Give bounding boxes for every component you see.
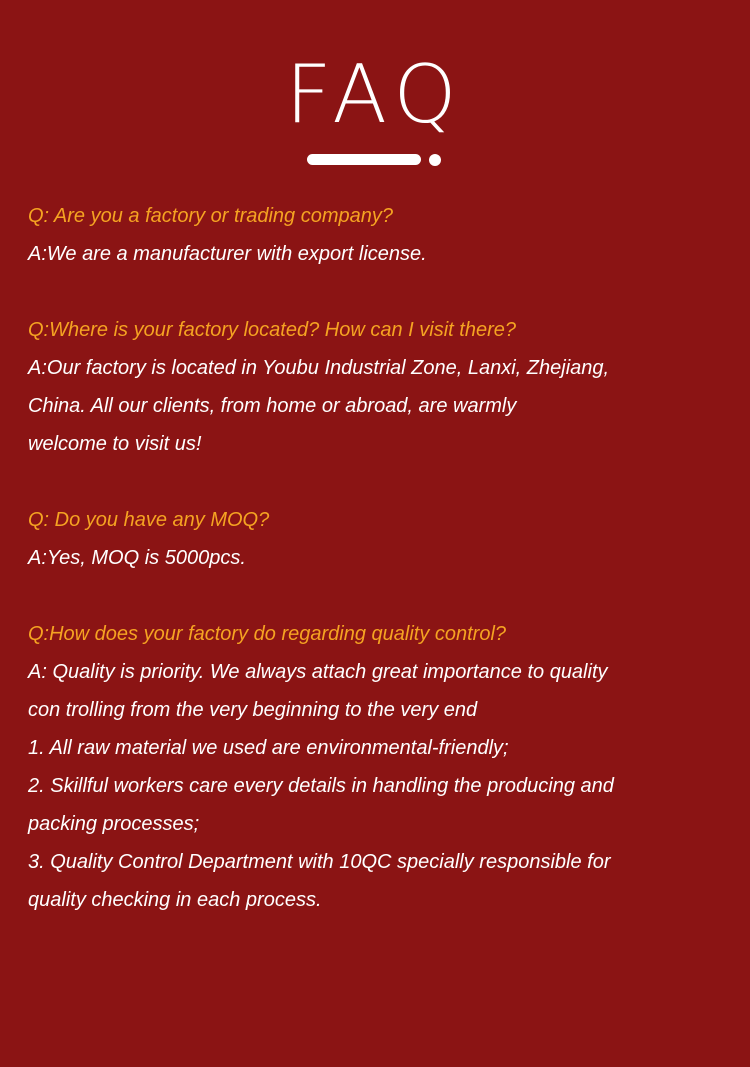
- faq-answer-line: 1. All raw material we used are environmental-friendly;: [28, 737, 509, 759]
- faq-answer-line: packing processes;: [28, 813, 200, 835]
- faq-answer-line: A:Yes, MOQ is 5000pcs.: [28, 547, 246, 569]
- faq-answer-line: China. All our clients, from home or abroad, are warmly: [28, 395, 517, 417]
- faq-answer-line: welcome to visit us!: [28, 433, 202, 455]
- faq-item: [28, 615, 728, 919]
- faq-answer-line: A:Our factory is located in Youbu Industrial Zone, Lanxi, Zhejiang,: [28, 357, 610, 379]
- faq-answer-line: 3. Quality Control Department with 10QC specially responsible for: [28, 851, 611, 873]
- faq-item: [28, 311, 728, 463]
- faq-item: [28, 501, 728, 577]
- faq-question: Q: Do you have any MOQ?: [28, 509, 270, 531]
- page-title: FAQ: [285, 48, 465, 141]
- faq-question: Q:Where is your factory located? How can I visit there?: [28, 319, 516, 341]
- faq-question: Q: Are you a factory or trading company?: [28, 205, 393, 227]
- title-underline: [307, 154, 421, 165]
- faq-question: Q:How does your factory do regarding quality control?: [28, 623, 507, 645]
- faq-answer-line: A: Quality is priority. We always attach great importance to quality: [28, 661, 608, 683]
- faq-answer-line: 2. Skillful workers care every details in handling the producing and: [28, 775, 614, 797]
- faq-item: [28, 197, 728, 273]
- faq-list: [28, 197, 728, 957]
- title-dot: [429, 154, 441, 166]
- faq-answer-line: A:We are a manufacturer with export license.: [28, 243, 427, 265]
- faq-answer-line: con trolling from the very beginning to the very end: [28, 699, 478, 721]
- faq-answer-line: quality checking in each process.: [28, 889, 322, 911]
